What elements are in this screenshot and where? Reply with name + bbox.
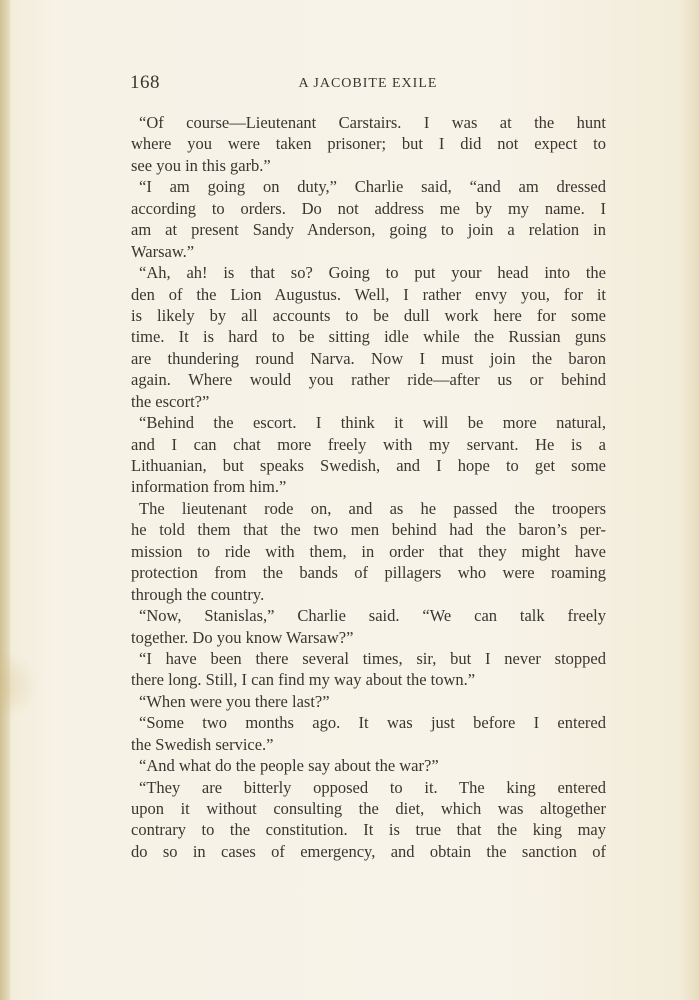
text-line: protection from the bands of pillagers who were roaming [131,563,606,583]
text-line: “Behind the escort. I think it will be more natural, [139,413,606,433]
page-number: 168 [130,72,160,93]
text-line: The lieutenant rode on, and as he passed the troopers [139,498,606,518]
text-line: the escort?” [131,391,210,411]
text-line: there long. Still, I can find my way about the town.” [131,670,476,690]
running-title: A JACOBITE EXILE [298,76,438,91]
binding-edge [0,0,10,1000]
text-line: “I have been there several times, sir, but I never stopped [139,648,606,668]
text-line: are thundering round Narva. Now I must join the baron [131,348,606,368]
text-line: upon it without consulting the diet, which was altogether [131,799,606,818]
text-line: do so in cases of emergency, and obtain the sanction of [131,841,606,861]
text-line: where you were taken prisoner; but I did not expect to [131,134,606,154]
text-line: is likely by all accounts to be dull work here for some [131,305,606,325]
text-line: time. It is hard to be sitting idle while the Russian guns [131,327,606,347]
text-line: “And what do the people say about the war?” [139,756,439,776]
text-line: according to orders. Do not address me by my name. I [131,198,606,218]
text-line: the Swedish service.” [131,734,274,754]
text-line: mission to ride with them, in order that they might have [131,541,606,561]
text-line: “Ah, ah! is that so? Going to put your head into the [139,263,606,283]
text-line: am at present Sandy Anderson, going to join a relation in [131,220,606,240]
text-line: Warsaw.” [131,241,195,261]
text-line: “When were you there last?” [139,691,330,711]
text-line: see you in this garb.” [131,155,271,175]
text-line: “Some two months ago. It was just before I entered [139,713,606,733]
text-line: together. Do you know Warsaw?” [131,627,354,647]
text-line: through the country. [131,584,265,604]
text-line: den of the Lion Augustus. Well, I rather envy you, for it [131,284,606,304]
text-line: “Of course—Lieutenant Carstairs. I was at the hunt [139,113,606,132]
text-line: “They are bitterly opposed to it. The king entered [139,777,606,797]
body-text [131,112,606,862]
text-line: he told them that the two men behind had the baron’s per- [131,520,606,540]
text-line: and I can chat more freely with my servant. He is a [131,434,606,454]
text-line: contrary to the constitution. It is true that the king may [131,820,606,840]
text-line: “I am going on duty,” Charlie said, “and am dressed [139,177,606,197]
paper-stain [0,650,40,720]
text-line: Lithuanian, but speaks Swedish, and I hope to get some [131,456,606,475]
page-header [130,72,606,98]
text-line: again. Where would you rather ride—after us or behind [131,370,606,390]
text-line: information from him.” [131,477,287,497]
text-line: “Now, Stanislas,” Charlie said. “We can talk freely [139,606,606,626]
